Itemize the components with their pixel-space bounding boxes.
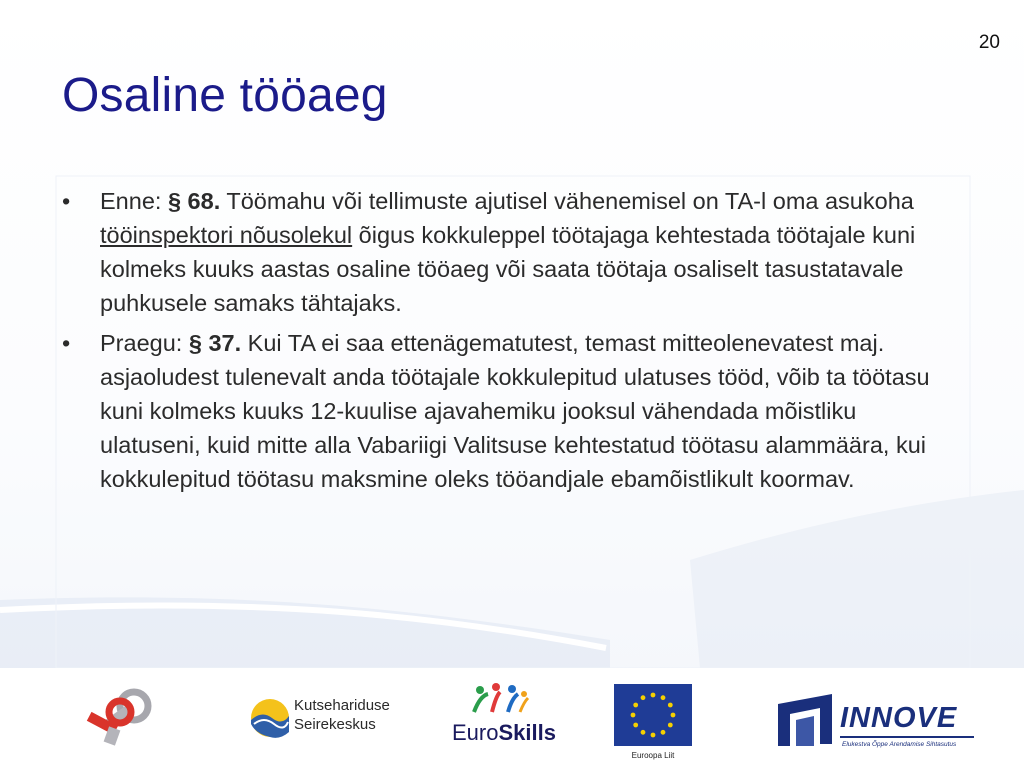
euroskills-euro: Euro — [452, 720, 499, 745]
logo-bar — [0, 668, 1024, 768]
keys-logo — [84, 682, 158, 748]
bullet-text: Kui TA ei saa ettenägematutest, temast mitteolenevatest maj. asjaoludest tulenevalt anda töötajale kokkulepitud ulatuses tööd, võib ta töötasu kuni kolmeks kuuks 12-kuulise ajavahemiku jooksul vähendada mõistliku ulatuseni, kuid mitte alla Vabariigi Valitsuse kehtestatud töötasu alammäära, kui kokkulepitud töötasu maksmine oleks tööandjale ebamõistlikult koormav. — [100, 330, 930, 492]
bullet-label: Praegu: — [100, 330, 183, 356]
seirekeskus-emblem-icon — [250, 694, 290, 740]
kutseharidus-logo — [250, 690, 410, 746]
bullet-text-continued: õigus kokkuleppel töötajaga kehtestada töötajale kuni kolmeks kuuks aastas osaline tööaeg või saata töötaja osaliselt tasustatavale puhkusele samaks tähtajaks. — [100, 222, 916, 316]
innove-tagline: Elukestva Õppe Arendamise Sihtasutus — [842, 741, 957, 748]
underlined-phrase: tööinspektori nõusolekul — [100, 222, 353, 248]
euroskills-figures-icon — [470, 682, 530, 718]
slide-title: Osaline tööaeg — [62, 69, 388, 122]
eu-caption: Euroopa Liit — [631, 751, 675, 760]
kutseharidus-line-2: Seirekeskus — [294, 716, 376, 733]
slide-content — [62, 184, 942, 502]
eu-logo — [614, 684, 692, 762]
law-section-ref: § 68. — [167, 188, 221, 214]
bullet-item-praegu — [62, 326, 942, 496]
euroskills-logo — [452, 682, 556, 758]
euroskills-wordmark — [452, 720, 556, 746]
bullet-item-enne — [62, 184, 942, 320]
innove-divider — [840, 736, 974, 738]
innove-wordmark: INNOVE — [840, 702, 958, 734]
innove-emblem-icon — [776, 690, 834, 746]
kutseharidus-line-1: Kutsehariduse — [294, 697, 390, 714]
bullet-text: Töömahu või tellimuste ajutisel vähenemisel on TA-l oma asukoha — [220, 188, 914, 214]
bullet-label: Enne: — [100, 188, 162, 214]
euroskills-skills: Skills — [498, 720, 556, 745]
bullet-marker: • — [62, 330, 71, 356]
innove-logo — [776, 690, 986, 752]
kutseharidus-logo-text — [294, 696, 390, 734]
eu-flag-icon — [614, 684, 692, 746]
bullet-marker: • — [62, 188, 71, 214]
keys-icon — [84, 682, 158, 748]
law-section-ref: § 37. — [188, 330, 242, 356]
page-number: 20 — [978, 32, 1000, 53]
